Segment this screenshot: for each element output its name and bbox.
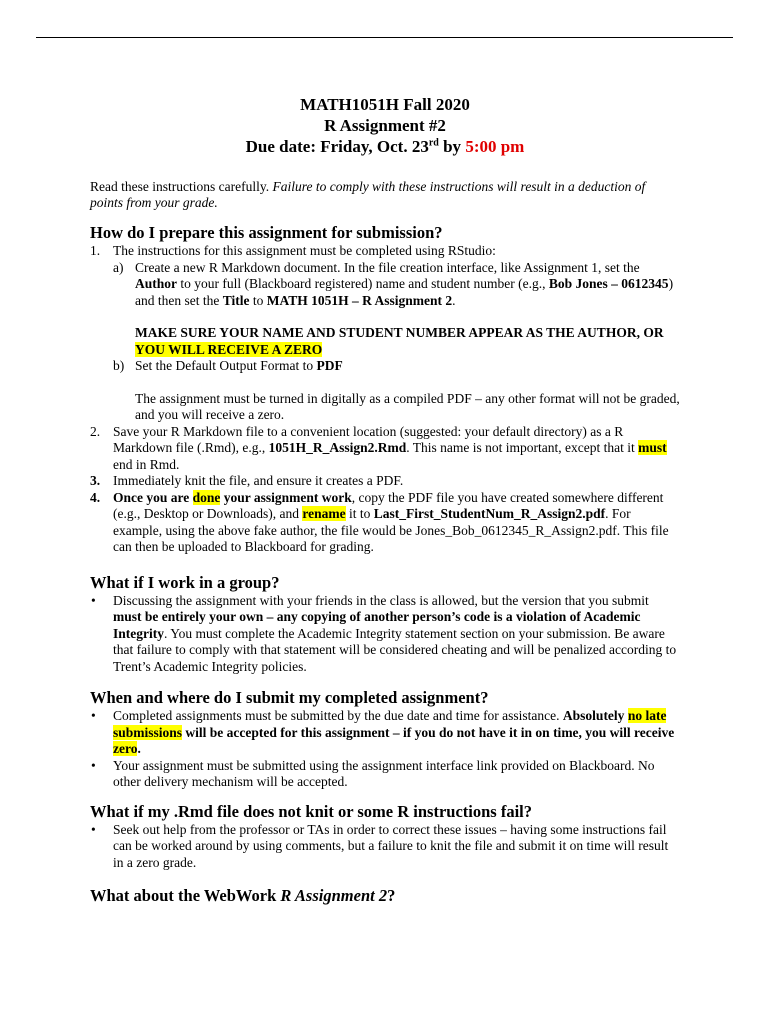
bold-run: MATH 1051H – R Assignment 2 (266, 292, 453, 308)
sub-item-letter: b) (113, 358, 125, 373)
author-warning (90, 325, 680, 358)
text-run: . For example, using the above fake author, the file would be Jones_Bob_0612345_R_Assign2.pdf. This file can then be uploaded to Blackboard for grading. (113, 506, 669, 554)
bullet-icon: • (91, 757, 96, 773)
highlighted-run: rename (302, 506, 346, 521)
bullet-icon: • (91, 821, 96, 837)
text-run: to your full (Blackboard registered) name and student number (e.g., (177, 276, 549, 291)
prepare-list (90, 243, 680, 556)
submit-list (90, 708, 680, 791)
knit-list (90, 822, 680, 872)
list-item-3 (90, 473, 680, 490)
heading-prepare: How do I prepare this assignment for submission? (90, 223, 443, 242)
text-run: to (249, 292, 267, 308)
bold-run: 1051H_R_Assign2.Rmd (268, 440, 407, 455)
bold-run: PDF (316, 358, 343, 373)
due-date-by: by (438, 137, 466, 156)
list-number: 2. (90, 423, 101, 439)
text-run: , copy the PDF file you have created somewhere different (e.g., Desktop or Downloads), and (113, 489, 664, 521)
bullet-icon: • (91, 592, 96, 608)
text-run: Completed assignments must be submitted by the due date and time for assistance. (113, 708, 563, 723)
list-item (90, 593, 680, 676)
text-run: end in Rmd. (113, 456, 180, 472)
text-run: Save your R Markdown file to a convenient location (suggested: your default directory) as a R Markdown file (.Rmd), e.g., (113, 423, 624, 455)
bold-run: will be accepted for this assignment – if you do not have it in on time, you will receive (182, 724, 675, 740)
highlighted-run: no late submissions (113, 708, 667, 740)
list-item-text: The instructions for this assignment must be completed using RStudio: (113, 243, 496, 258)
bold-run: Bob Jones – 0612345 (548, 276, 669, 291)
due-date-prefix: Due date: Friday, Oct. 23 (245, 137, 429, 156)
list-item (90, 822, 680, 872)
list-item (90, 708, 680, 758)
assignment-title: R Assignment #2 (324, 116, 446, 135)
bold-run: Once you are (113, 489, 193, 505)
warning-text: MAKE SURE YOUR NAME AND STUDENT NUMBER APPEAR AS THE AUTHOR, OR (135, 325, 664, 340)
pdf-note: The assignment must be turned in digitally as a compiled PDF – any other format will not be graded, and you will receive a zero. (135, 390, 680, 422)
bold-run: Title (222, 292, 250, 308)
intro-plain: Read these instructions carefully. (90, 179, 273, 194)
text-run: Set the Default Output Format to (135, 358, 317, 373)
list-item-1 (90, 243, 680, 260)
due-time: 5:00 pm (465, 137, 525, 156)
sub-item-letter: a) (113, 259, 124, 275)
text-run: Create a new R Markdown document. In the file creation interface, like Assignment 1, set the (135, 259, 640, 275)
highlighted-run: done (192, 489, 221, 505)
list-number: 1. (90, 243, 101, 258)
text-run: Discussing the assignment with your friends in the class is allowed, but the version that you submit (113, 592, 649, 608)
title-block (90, 94, 680, 157)
list-item-4 (90, 490, 680, 556)
list-item-text: Your assignment must be submitted using the assignment interface link provided on Blackboard. No other delivery mechanism will be accepted. (113, 757, 655, 789)
highlighted-run: must (638, 440, 667, 455)
course-title: MATH1051H Fall 2020 (300, 95, 470, 114)
due-date-line (90, 136, 680, 157)
heading-group: What if I work in a group? (90, 572, 280, 592)
list-number: 3. (90, 473, 101, 488)
bold-run: Author (135, 276, 178, 291)
text-run: . This name is not important, except that it (406, 440, 639, 455)
heading-text: ? (387, 886, 396, 905)
heading-submit: When and where do I submit my completed assignment? (90, 688, 489, 707)
due-date-suffix: rd (428, 137, 439, 149)
heading-italic: R Assignment 2 (280, 886, 388, 905)
text-run: . You must complete the Academic Integrity statement section on your submission. Be aware that failure to comply with that statement will be considered cheating and will be penalized according to Trent’s Academic Integrity policies. (113, 625, 677, 674)
group-list (90, 593, 680, 676)
sub-item-a (90, 260, 680, 310)
list-number: 4. (90, 489, 101, 505)
text-run: ) and then set the (135, 276, 674, 308)
intro-paragraph (90, 179, 680, 210)
sub-item-b (90, 358, 680, 375)
intro-italic: Failure to comply with these instructions will result in a deduction of points from your grade. (90, 179, 646, 210)
list-item-text: Immediately knit the file, and ensure it creates a PDF. (113, 473, 404, 488)
spacer (90, 375, 680, 391)
spacer (90, 309, 680, 325)
heading-webwork (90, 886, 680, 906)
bold-run: . (137, 741, 141, 756)
highlighted-run: zero (113, 741, 138, 756)
highlighted-warning: YOU WILL RECEIVE A ZERO (135, 341, 323, 357)
bold-run: Absolutely (562, 708, 628, 723)
heading-text: What about the WebWork (90, 886, 281, 905)
bold-run: must be entirely your own – any copying of another person’s code is a violation of Academic Integrity (113, 609, 641, 641)
text-run: . (452, 292, 456, 308)
top-horizontal-rule (36, 37, 733, 38)
bullet-icon: • (91, 708, 96, 723)
bold-run: your assignment work (220, 489, 352, 505)
bold-run: Last_First_StudentNum_R_Assign2.pdf (373, 506, 606, 521)
heading-knit: What if my .Rmd file does not knit or some R instructions fail? (90, 801, 532, 821)
list-item-text: Seek out help from the professor or TAs in order to correct these issues – having some instructions fail can be worked around by using comments, but a failure to knit the file and submit it on time will result in a zero grade. (113, 821, 669, 870)
text-run: it to (345, 506, 374, 521)
list-item-2 (90, 424, 680, 474)
list-item (90, 758, 680, 791)
document-page (90, 94, 680, 906)
